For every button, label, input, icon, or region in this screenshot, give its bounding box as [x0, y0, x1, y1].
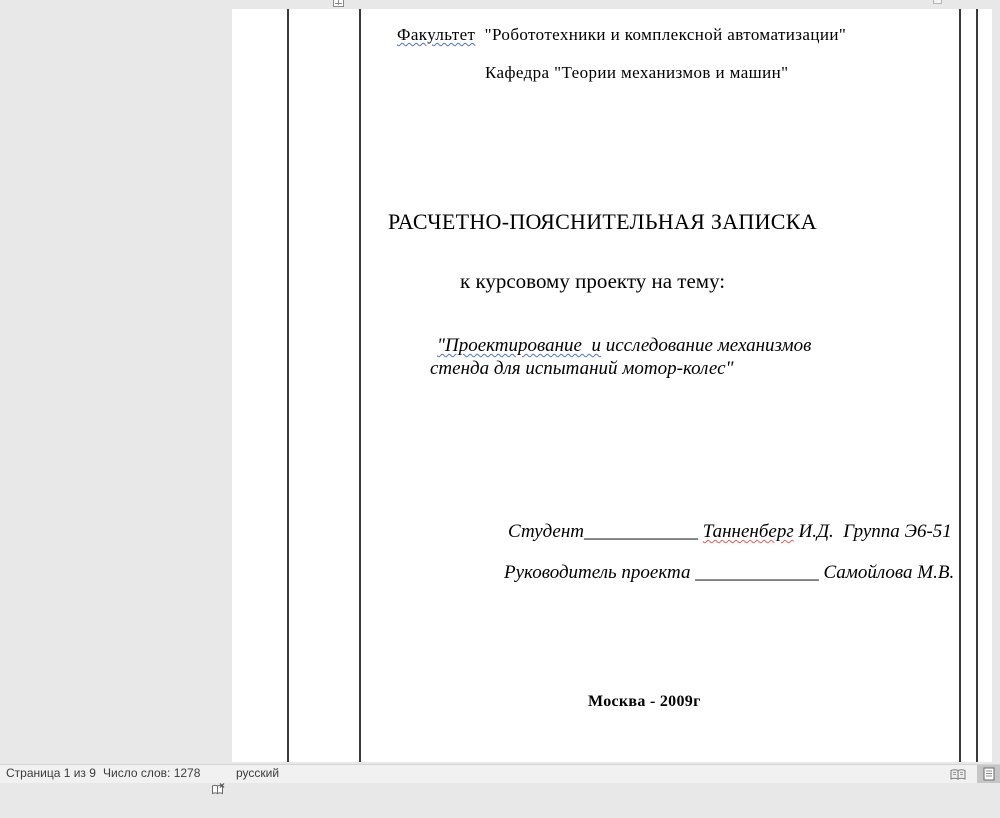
supervisor-line-rest[interactable]: Самойлова М.В.: [818, 562, 955, 583]
supervisor-signature-blank[interactable]: _____________: [695, 562, 819, 583]
table-move-handle-icon[interactable]: [333, 0, 344, 7]
read-mode-icon: [950, 768, 966, 781]
theme-grammar-marked[interactable]: "Проектирование и: [437, 335, 601, 356]
supervisor-label[interactable]: Руководитель проекта: [504, 562, 696, 583]
student-line-rest[interactable]: И.Д. Группа Э6-51: [793, 521, 952, 542]
supervisor-line[interactable]: [504, 562, 954, 584]
read-mode-button[interactable]: [946, 765, 970, 783]
project-theme-line-1[interactable]: [437, 335, 811, 357]
department-line[interactable]: Кафедра "Теории механизмов и машин": [485, 63, 789, 82]
status-bar: [0, 764, 1000, 783]
faculty-line[interactable]: [397, 25, 846, 45]
city-year-line[interactable]: Москва - 2009г: [588, 693, 701, 710]
table-resize-handle-icon[interactable]: [933, 0, 942, 4]
student-label[interactable]: Студент: [508, 521, 584, 542]
table-move-handle-crossbar-vertical: [338, 0, 339, 5]
proofing-book-glyph: [211, 782, 226, 796]
theme-line-1-rest[interactable]: исследование механизмов: [600, 335, 812, 356]
student-signature-blank[interactable]: ____________: [584, 521, 698, 542]
document-page[interactable]: [232, 9, 992, 762]
faculty-word-grammar-marked[interactable]: Факультет: [397, 25, 476, 44]
status-language[interactable]: русский: [236, 766, 280, 780]
student-name-spell-marked[interactable]: Танненберг: [702, 521, 794, 542]
project-theme-line-2[interactable]: стенда для испытаний мотор-колес": [430, 358, 734, 379]
faculty-line-rest[interactable]: "Робототехники и комплексной автоматизации": [475, 25, 847, 44]
status-page-indicator[interactable]: Страница 1 из 9: [6, 766, 96, 780]
proofing-errors-icon[interactable]: [198, 765, 218, 783]
status-word-count[interactable]: Число слов: 1278: [103, 766, 201, 780]
page-frame-line-left-outer: [287, 9, 289, 762]
document-title[interactable]: РАСЧЕТНО-ПОЯСНИТЕЛЬНАЯ ЗАПИСКА: [388, 209, 817, 234]
student-line[interactable]: [508, 521, 952, 543]
page-frame-line-right-inner: [959, 9, 961, 762]
print-layout-button-active[interactable]: [977, 765, 1000, 783]
page-frame-line-right-outer: [976, 9, 978, 762]
document-subtitle[interactable]: к курсовому проекту на тему:: [460, 269, 726, 293]
print-layout-icon: [983, 767, 995, 781]
page-frame-line-left-inner: [359, 9, 361, 762]
